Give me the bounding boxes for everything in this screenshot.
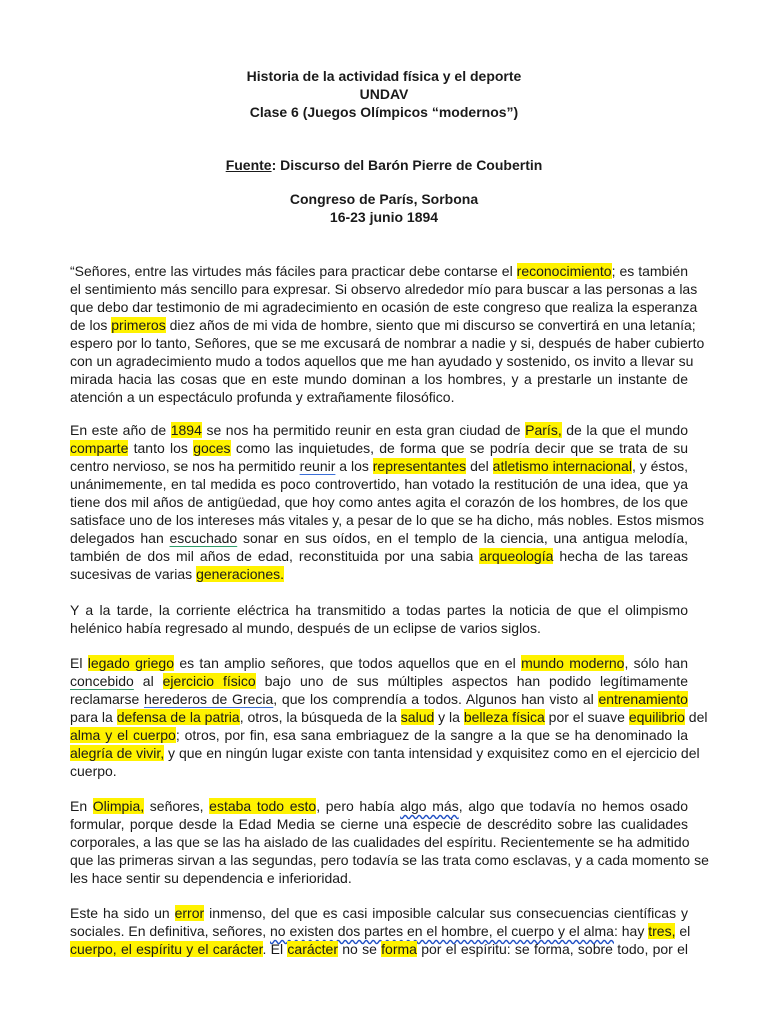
text-run: no se (337, 941, 382, 957)
text-run: se nos ha permitido reunir en esta gran ciudad de (201, 422, 526, 438)
source-line (0, 156, 768, 174)
text-run: delegados han (70, 530, 170, 546)
highlighted-text: arqueología (479, 548, 554, 564)
underlined-text: concebido (70, 673, 134, 689)
highlighted-text: representantes (372, 458, 467, 474)
text-line (70, 262, 688, 280)
text-run: . El (262, 941, 288, 957)
text-run: cuerpo. (70, 763, 117, 779)
highlighted-text: salud (400, 709, 435, 725)
text-run: En este año de (70, 422, 171, 438)
text-line (70, 334, 705, 352)
highlighted-text: belleza física (463, 709, 545, 725)
text-run: y que en ningún lugar existe con tanta intensidad y exquisitez como en el ejercicio del (164, 745, 700, 761)
text-run: por el suave (544, 709, 629, 725)
text-run: unánimemente, en tal medida es poco controvertido, han votado la restitución de una idea, que ya (70, 476, 688, 492)
text-run: del (684, 709, 708, 725)
text-line (70, 940, 688, 958)
text-line (70, 280, 698, 298)
highlighted-text: error (174, 905, 205, 921)
underlined-text: no existen dos partes en el hombre, el cuerpo y el alma (270, 923, 614, 939)
text-run: satisface uno de los intereses más vitales y, a pesar de lo que se ha dicho, más nobles. Estos mismos (70, 512, 704, 528)
text-line (70, 421, 688, 439)
text-run: sucesivas de varias (70, 566, 197, 582)
text-line (70, 511, 704, 529)
underlined-text: reunir (299, 458, 336, 474)
text-run: formular, porque desde la Edad Media se cierne una especie de descrédito sobre las cualidades (70, 816, 688, 832)
text-line (70, 851, 709, 869)
text-run: al (133, 673, 163, 689)
text-run: a los (335, 458, 373, 474)
text-run: “Señores, entre las virtudes más fáciles para practicar debe contarse el (70, 263, 517, 279)
highlighted-text: alma y el cuerpo (70, 727, 176, 743)
highlighted-text: mundo moderno (521, 655, 625, 671)
text-line (70, 815, 688, 833)
paragraph (70, 421, 704, 583)
highlighted-text: alegría de vivir, (70, 745, 165, 761)
text-line (70, 547, 688, 565)
text-run: con un agradecimiento mudo a todos aquellos que me han ayudado y sostenido, os invito a llevar su (70, 353, 694, 369)
highlighted-text: ejercicio físico (162, 673, 256, 689)
text-line (70, 762, 688, 780)
text-run: corporales, a las que se las ha aislado de las cualidades del espíritu. Recientemente se ha admitido (70, 834, 690, 850)
highlighted-text: defensa de la patria (116, 709, 240, 725)
text-run: Este ha sido un (70, 905, 175, 921)
text-line (70, 388, 688, 406)
highlighted-text: reconocimiento (516, 263, 612, 279)
text-run: ; otros, por fin, esa sana embriaguez de la sangre a la que se ha denominado la (175, 727, 689, 743)
text-run: sonar en sus oídos, en el templo de la ciencia, una antigua melodía, (237, 530, 688, 546)
paragraph (70, 797, 709, 887)
source-label: Fuente (225, 157, 272, 173)
text-run: señores, (144, 798, 210, 814)
text-run: , pero había (316, 798, 401, 814)
text-run: el (675, 923, 691, 939)
text-line (70, 744, 700, 762)
text-run: y la (434, 709, 464, 725)
paragraph (70, 654, 708, 780)
text-line (70, 475, 688, 493)
highlighted-text: comparte (70, 440, 129, 456)
paragraph (70, 262, 705, 406)
highlighted-text: París, (525, 422, 562, 438)
text-run: , otros, la búsqueda de la (239, 709, 401, 725)
document-title: Historia de la actividad física y el deporte (246, 68, 522, 84)
text-run: , algo que todavía no hemos osado (458, 798, 689, 814)
underlined-text: herederos de Grecia (143, 691, 274, 707)
highlighted-text: primeros (111, 317, 166, 333)
highlighted-text: tres, (648, 923, 676, 939)
text-line (70, 869, 688, 887)
text-line (70, 619, 688, 637)
text-line (70, 439, 688, 457)
text-run: En (70, 798, 93, 814)
highlighted-text: atletismo internacional (492, 458, 632, 474)
text-run: también de dos mil años de edad, reconstituida por una sabia (70, 548, 480, 564)
underlined-text: escuchado (169, 530, 238, 546)
highlighted-text: equilibrio (628, 709, 685, 725)
highlighted-text: cuerpo, el espíritu y el carácter (70, 941, 263, 957)
text-line (70, 352, 694, 370)
text-line (70, 565, 688, 583)
highlighted-text: estaba todo esto (209, 798, 317, 814)
text-run: , y éstos, (631, 458, 688, 474)
text-run: de los (70, 317, 112, 333)
text-line (70, 726, 688, 744)
text-run: tanto los (128, 440, 194, 456)
text-run: para la (70, 709, 117, 725)
paragraph (70, 904, 691, 958)
text-run: espero por lo tanto, Señores, que se me excusará de nombrar a nadie y si, después de haber cubierto (70, 335, 705, 351)
underlined-text: algo más (400, 798, 459, 814)
institution-name: UNDAV (359, 86, 409, 102)
text-line (70, 601, 688, 619)
text-line (70, 298, 698, 316)
text-run: el sentimiento más sencillo para expresar. Si observo alrededor mío para buscar a las personas a las (70, 281, 698, 297)
text-run: : hay (613, 923, 649, 939)
text-run: helénico había regresado al mundo, después de un eclipse de varios siglos. (70, 620, 541, 636)
text-run: atención a un espectáculo profunda y extrañamente filosófico. (70, 389, 455, 405)
text-run: , que los comprendía a todos. Algunos han visto al (273, 691, 599, 707)
class-title: Clase 6 (Juegos Olímpicos “modernos”) (249, 104, 519, 120)
text-run: es tan amplio señores, que todos aquellos que en el (174, 655, 522, 671)
text-run: les hace sentir su dependencia e inferioridad. (70, 870, 352, 886)
text-run: de la que el mundo (561, 422, 689, 438)
text-line (70, 457, 688, 475)
text-run: que debo dar testimonio de mi agradecimiento en ocasión de este congreso que realiza la esperanza (70, 299, 698, 315)
text-run: centro nervioso, se nos ha permitido (70, 458, 300, 474)
text-run: reclamarse (70, 691, 144, 707)
highlighted-text: entrenamiento (598, 691, 688, 707)
text-run: bajo uno de sus múltiples aspectos han podido legítimamente (255, 673, 688, 689)
text-run: , sólo han (624, 655, 688, 671)
highlighted-text: Olimpia, (92, 798, 145, 814)
text-line (70, 370, 688, 388)
text-run: Y a la tarde, la corriente eléctrica ha transmitido a todas partes la noticia de que el olimpismo (70, 602, 688, 618)
text-line (70, 904, 688, 922)
source-text: : Discurso del Barón Pierre de Coubertin (271, 157, 543, 173)
text-line (70, 672, 688, 690)
text-line (70, 529, 688, 547)
text-line (70, 922, 691, 940)
congress-date: 16-23 junio 1894 (329, 209, 439, 225)
highlighted-text: generaciones. (196, 566, 285, 582)
highlighted-text: 1894 (170, 422, 202, 438)
highlighted-text: forma (381, 941, 417, 957)
text-line (70, 654, 688, 672)
text-run: mirada hacia las cosas que en este mundo dominan a los hombres, y a prestarle un instante de (70, 371, 688, 387)
text-line (70, 493, 688, 511)
text-run: El (70, 655, 88, 671)
text-run: del (466, 458, 493, 474)
paragraph (70, 601, 688, 637)
highlighted-text: carácter (287, 941, 338, 957)
text-run: diez años de mi vida de hombre, siento que mi discurso se convertirá en una letanía; (165, 317, 696, 333)
text-run: sociales. En definitiva, señores, (70, 923, 270, 939)
text-line (70, 690, 688, 708)
text-run: que las primeras sirvan a las segundas, pero todavía se las trata como esclavas, y a cada momento se (70, 852, 709, 868)
text-run: ; es también (611, 263, 688, 279)
text-run: inmenso, del que es casi imposible calcular sus consecuencias científicas y (204, 905, 689, 921)
highlighted-text: legado griego (87, 655, 175, 671)
text-run: por el espíritu: se forma, sobre todo, por el (416, 941, 688, 957)
congress-name: Congreso de París, Sorbona (289, 191, 479, 207)
text-line (70, 708, 708, 726)
text-run: como las inquietudes, de forma que se podría decir que se trata de su (230, 440, 689, 456)
text-line (70, 316, 696, 334)
highlighted-text: goces (193, 440, 231, 456)
text-line (70, 797, 688, 815)
text-run: tiene dos mil años de antigüedad, que hoy como antes agita el corazón de los hombres, de los que (70, 494, 688, 510)
text-line (70, 833, 688, 851)
text-run: hecha de las tareas (553, 548, 688, 564)
